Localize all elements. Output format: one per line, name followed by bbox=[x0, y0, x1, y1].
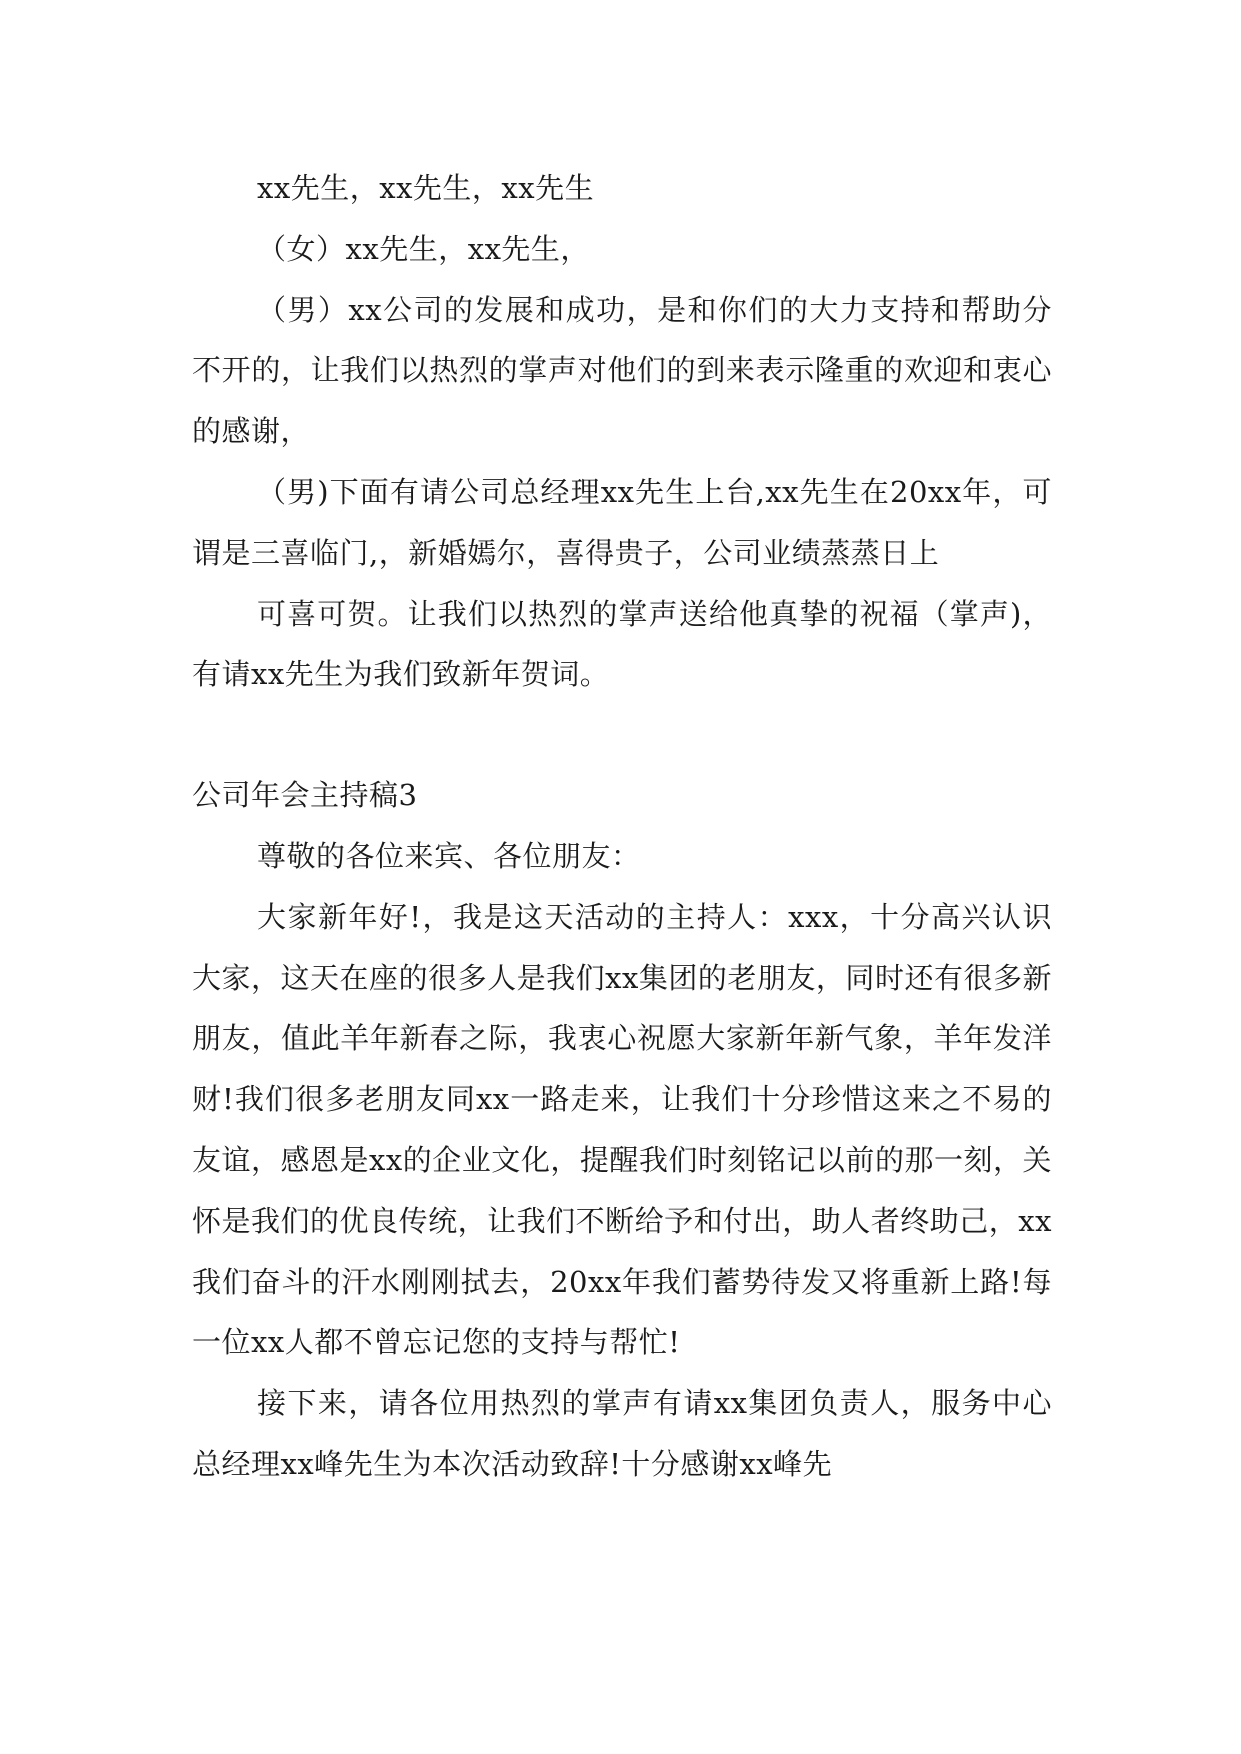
document-body bbox=[192, 158, 1052, 1495]
paragraph-opening-speech: 大家新年好!，我是这天活动的主持人：xxx，十分高兴认识大家，这天在座的很多人是我们xx集团的老朋友，同时还有很多新朋友，值此羊年新春之际，我衷心祝愿大家新年新气象，羊年发洋财!我们很多老朋友同xx一路走来，让我们十分珍惜这来之不易的友谊，感恩是xx的企业文化，提醒我们时刻铭记以前的那一刻，关怀是我们的优良传统，让我们不断给予和付出，助人者终助己，xx我们奋斗的汗水刚刚拭去，20xx年我们蓄势待发又将重新上路!每一位xx人都不曾忘记您的支持与帮忙! bbox=[192, 899, 1052, 1360]
paragraph-greeting: 尊敬的各位来宾、各位朋友： bbox=[257, 838, 641, 873]
paragraph-female-host: （女）xx先生，xx先生， bbox=[257, 231, 590, 266]
paragraph-next-speaker: 接下来，请各位用热烈的掌声有请xx集团负责人，服务中心总经理xx峰先生为本次活动致辞!十分感谢xx峰先 bbox=[192, 1386, 1052, 1481]
paragraph-male-host-thanks: （男）xx公司的发展和成功，是和你们的大力支持和帮助分不开的，让我们以热烈的掌声对他们的到来表示隆重的欢迎和衷心的感谢， bbox=[192, 292, 1052, 449]
section-spacer bbox=[192, 705, 1052, 765]
paragraph-guests: xx先生，xx先生，xx先生 bbox=[257, 171, 595, 205]
paragraph-congratulations: 可喜可贺。让我们以热烈的掌声送给他真挚的祝福（掌声)，有请xx先生为我们致新年贺词。 bbox=[192, 596, 1052, 692]
paragraph-male-host-invite: （男)下面有请公司总经理xx先生上台,xx先生在20xx年，可谓是三喜临门,，新婚嫣尔，喜得贵子，公司业绩蒸蒸日上 bbox=[192, 474, 1052, 570]
section-title: 公司年会主持稿3 bbox=[192, 778, 418, 813]
